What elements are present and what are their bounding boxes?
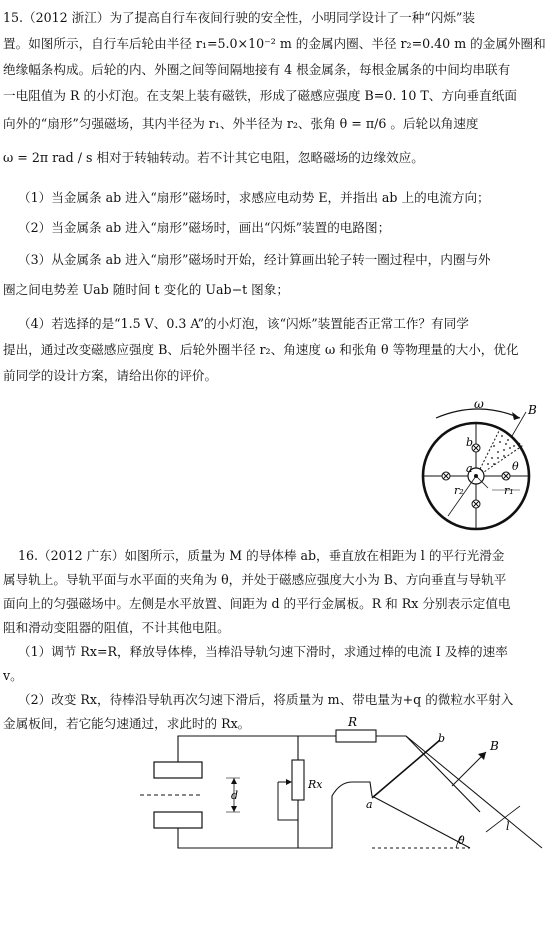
label-B: B <box>490 739 499 753</box>
slider-arrow <box>286 779 292 785</box>
bulb-icon <box>442 472 450 480</box>
q15-line-11: （4）若选择的是“1.5 V、0.3 A”的小灯泡，该“闪烁”装置能否正常工作？有同学 <box>18 316 469 331</box>
q15-line-8: （2）当金属条 ab 进入“扇形”磁场时，画出“闪烁”装置的电路图； <box>18 220 391 235</box>
q16-line-7: （2）改变 Rx，待棒沿导轨再次匀速下滑后，将质量为 m、带电量为+q 的微粒水平射入 <box>18 692 514 707</box>
d-arrow-bottom <box>231 806 237 812</box>
rod-ab <box>372 740 440 798</box>
q15-wheel-figure <box>408 396 554 534</box>
resistor-R <box>336 730 376 742</box>
d-arrow-top <box>231 778 237 784</box>
q16-line-6: v。 <box>3 668 23 683</box>
q16-line-3: 面向上的匀强磁场中。左侧是水平放置、间距为 d 的平行金属板。R 和 Rx 分别表示定值电 <box>3 596 511 611</box>
wire-bottom <box>178 782 470 848</box>
label-theta: θ <box>458 834 465 847</box>
q16-line-8: 金属板间，若它能匀速通过，求此时的 Rx。 <box>3 716 251 731</box>
lower-plate <box>154 812 202 828</box>
field-dots <box>487 435 515 465</box>
rail-upper <box>406 736 542 848</box>
q15-line-6: ω = 2π rad / s 相对于转轴转动。若不计其它电阻，忽略磁场的边缘效应。 <box>3 150 424 165</box>
q16-line-4: 阻和滑动变阻器的阻值，不计其他电阻。 <box>3 620 230 635</box>
wire-top <box>178 736 480 812</box>
q15-line-9: （3）从金属条 ab 进入“扇形”磁场时开始，经计算画出轮子转一圈过程中，内圈与外 <box>18 252 491 267</box>
upper-plate <box>154 762 202 778</box>
label-R: R <box>348 715 358 729</box>
rail-lower-guide <box>372 796 506 848</box>
q15-line-4: 一电阻值为 R 的小灯泡。在支架上装有磁铁，形成了磁感应强度 B=0. 10 T、方向垂直纸面 <box>3 88 517 103</box>
q15-line-1: 15.（2012 浙江）为了提高自行车夜间行驶的安全性，小明同学设计了一种“闪烁”装 <box>3 10 475 25</box>
bulb-icon <box>472 500 480 508</box>
q15-line-2: 置。如图所示，自行车后轮由半径 r₁=5.0×10⁻² m 的金属内圈、半径 r₂=0.40 m 的金属外圈和 <box>3 36 546 51</box>
label-a: a <box>466 462 473 475</box>
q15-line-5: 向外的“扇形”匀强磁场，其内半径为 r₁、外半径为 r₂、张角 θ = π/6 。后轮以角速度 <box>3 116 479 131</box>
label-b: b <box>466 436 474 449</box>
q15-line-12: 提出，通过改变磁感应强度 B、后轮外圈半径 r₂、角速度 ω 和张角 θ 等物理量的大小，优化 <box>3 342 519 357</box>
B-field-arrow <box>452 752 486 786</box>
q16-line-1: 16.（2012 广东）如图所示，质量为 M 的导体棒 ab，垂直放在相距为 l 的平行光滑金 <box>18 548 505 563</box>
omega-label: ω <box>474 397 484 411</box>
omega-arrowhead <box>512 412 520 420</box>
q15-line-3: 绝缘幅条构成。后轮的内、外圈之间等间隔地接有 4 根金属条，每根金属条的中间均串联有 <box>3 62 511 77</box>
label-l: l <box>506 820 510 833</box>
q15-line-7: （1）当金属条 ab 进入“扇形”磁场时，求感应电动势 E，并指出 ab 上的电流方向； <box>18 190 490 205</box>
label-r1: r₁ <box>504 484 514 497</box>
l-dimension <box>486 806 520 832</box>
label-d: d <box>231 789 239 802</box>
q16-line-5: （1）调节 Rx=R，释放导体棒，当棒沿导轨匀速下滑时，求通过棒的电流 I 及棒的速率 <box>18 644 508 659</box>
q16-line-2: 属导轨上。导轨平面与水平面的夹角为 θ，并处于磁感应强度大小为 B、方向垂直与导轨平 <box>3 572 507 587</box>
label-Rx: Rx <box>308 778 323 791</box>
bulb-icon <box>472 444 480 452</box>
bulb-icon <box>502 472 510 480</box>
q16-circuit-figure <box>140 712 554 868</box>
label-B: B <box>528 403 537 417</box>
label-theta: θ <box>512 460 519 473</box>
q15-line-13: 前同学的设计方案，请给出你的评价。 <box>3 368 218 383</box>
label-r2: r₂ <box>454 484 464 497</box>
label-a: a <box>366 798 373 811</box>
q15-line-10: 圈之间电势差 Uab 随时间 t 变化的 Uab−t 图象； <box>3 282 289 297</box>
label-b: b <box>438 732 446 745</box>
rheostat-Rx <box>292 760 304 800</box>
